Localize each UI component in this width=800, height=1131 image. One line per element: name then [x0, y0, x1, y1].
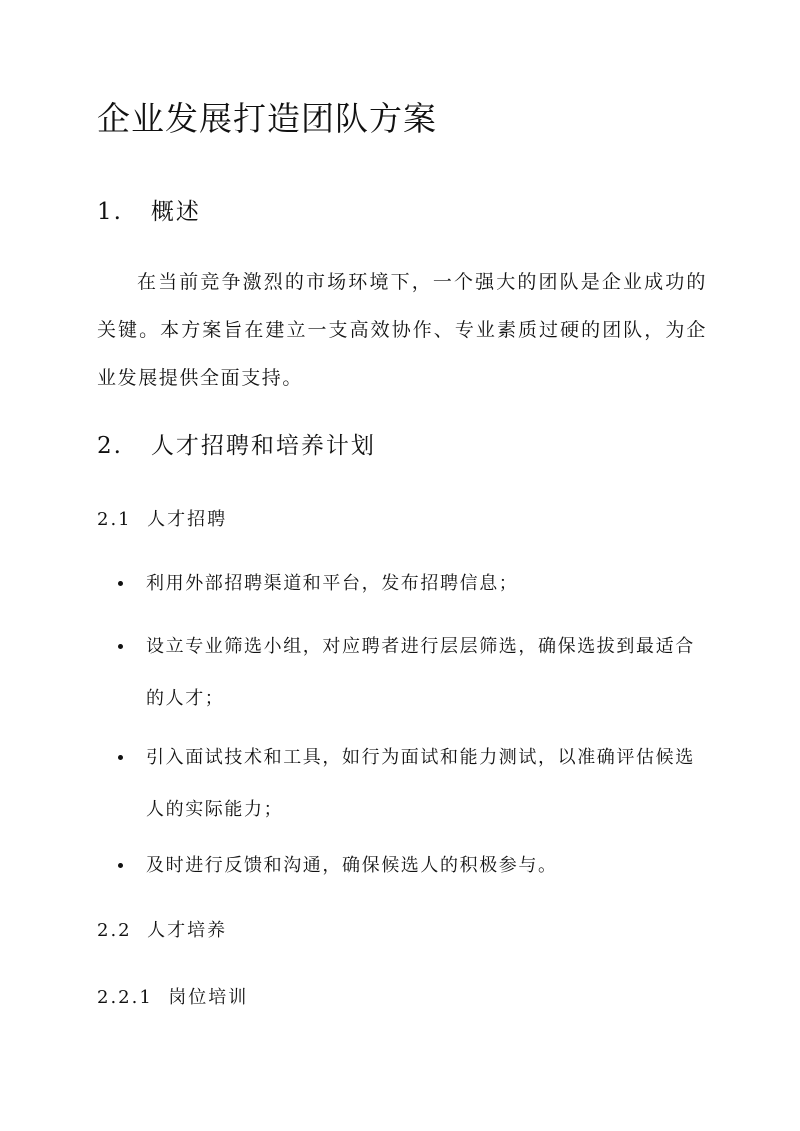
bullet-icon [118, 581, 123, 586]
section-title: 人才培养 [147, 920, 228, 941]
list-item [118, 732, 708, 836]
section-number: 2.2 [97, 920, 132, 941]
list-item-text: 及时进行反馈和沟通，确保候选人的积极参与。 [146, 855, 558, 876]
section-2-heading [97, 430, 376, 462]
section-title: 岗位培训 [168, 987, 249, 1008]
section-number: 2.2.1 [97, 987, 153, 1008]
list-item [118, 558, 708, 610]
bullet-icon [118, 644, 123, 649]
section-2-2-heading [97, 918, 227, 944]
section-2-2-1-heading [97, 985, 248, 1011]
list-item-text: 设立专业筛选小组，对应聘者进行层层筛选，确保选拔到最适合的人才； [146, 636, 695, 709]
section-title: 人才招聘 [147, 509, 228, 530]
list-item-text: 引入面试技术和工具，如行为面试和能力测试，以准确评估候选人的实际能力； [146, 747, 695, 820]
section-number: 2. [97, 433, 123, 459]
list-item [118, 621, 708, 725]
section-number: 1. [97, 199, 123, 225]
bullet-icon [118, 755, 123, 760]
section-title: 人才招聘和培养计划 [150, 433, 376, 459]
section-1-heading [97, 196, 201, 228]
section-2-1-heading [97, 507, 227, 533]
section-number: 2.1 [97, 509, 132, 530]
section-title: 概述 [150, 199, 201, 225]
list-item [118, 840, 708, 892]
bullet-icon [118, 863, 123, 868]
list-item-text: 利用外部招聘渠道和平台，发布招聘信息； [146, 573, 519, 594]
document-title: 企业发展打造团队方案 [97, 99, 437, 138]
section-1-paragraph: 在当前竞争激烈的市场环境下，一个强大的团队是企业成功的关键。本方案旨在建立一支高效协作、专业素质过硬的团队，为企业发展提供全面支持。 [97, 271, 707, 389]
